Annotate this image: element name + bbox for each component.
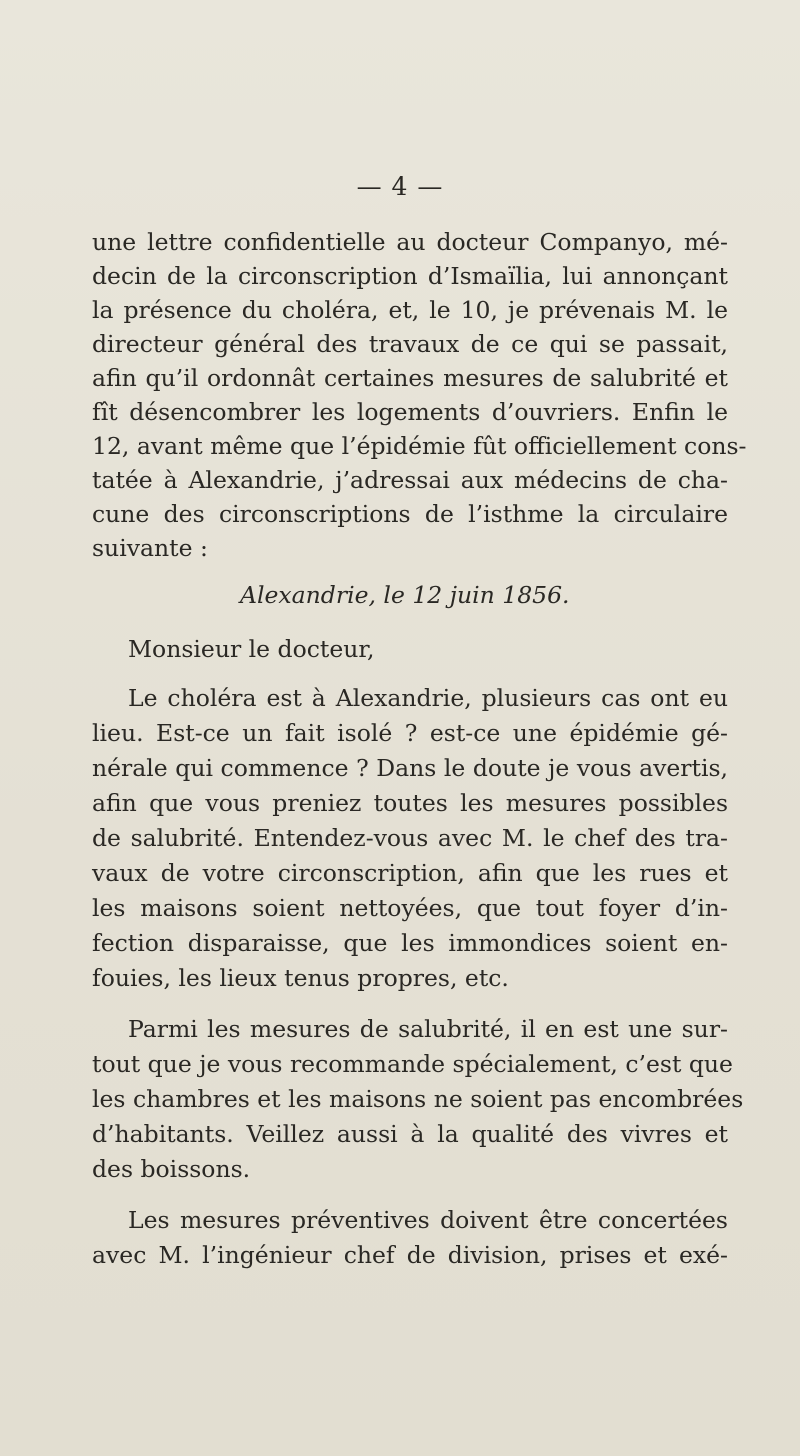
text-line: lieu. Est-ce un fait isolé ? est-ce une épidémie gé- [92,719,728,747]
text-line: la présence du choléra, et, le 10, je prévenais M. le [92,296,728,324]
text-line: d’habitants. Veillez aussi à la qualité des vivres et [92,1120,728,1148]
text-line: Parmi les mesures de salubrité, il en est une sur- [128,1015,728,1043]
text-line: de salubrité. Entendez-vous avec M. le chef des tra- [92,824,728,852]
text-line: une lettre confidentielle au docteur Companyo, mé- [92,228,728,256]
text-line: tout que je vous recommande spécialement, c’est que [92,1050,733,1078]
text-line: 12, avant même que l’épidémie fût officiellement cons- [92,432,747,460]
text-line: cune des circonscriptions de l’isthme la circulaire [92,500,728,528]
text-line: fît désencombrer les logements d’ouvriers. Enfin le [92,398,728,426]
text-line: vaux de votre circonscription, afin que les rues et [92,859,728,887]
text-line: directeur général des travaux de ce qui se passait, [92,330,728,358]
letter-dateline: Alexandrie, le 12 juin 1856. [240,581,570,609]
text-line: fection disparaisse, que les immondices soient en- [92,929,728,957]
text-line: Les mesures préventives doivent être concertées [128,1206,728,1234]
text-line: decin de la circonscription d’Ismaïlia, lui annonçant [92,262,728,290]
text-line: nérale qui commence ? Dans le doute je vous avertis, [92,754,728,782]
text-line: des boissons. [92,1155,251,1183]
text-line: avec M. l’ingénieur chef de division, prises et exé- [92,1241,728,1269]
text-line: afin que vous preniez toutes les mesures possibles [92,789,728,817]
text-line: les chambres et les maisons ne soient pas encombrées [92,1085,744,1113]
text-line: les maisons soient nettoyées, que tout foyer d’in- [92,894,728,922]
text-line: afin qu’il ordonnât certaines mesures de salubrité et [92,364,728,392]
text-line: tatée à Alexandrie, j’adressai aux médecins de cha- [92,466,728,494]
letter-salutation: Monsieur le docteur, [128,635,375,663]
text-line: suivante : [92,534,208,562]
text-line: Le choléra est à Alexandrie, plusieurs cas ont eu [128,684,728,712]
page-number: — 4 — [356,172,444,201]
text-line: fouies, les lieux tenus propres, etc. [92,964,509,992]
